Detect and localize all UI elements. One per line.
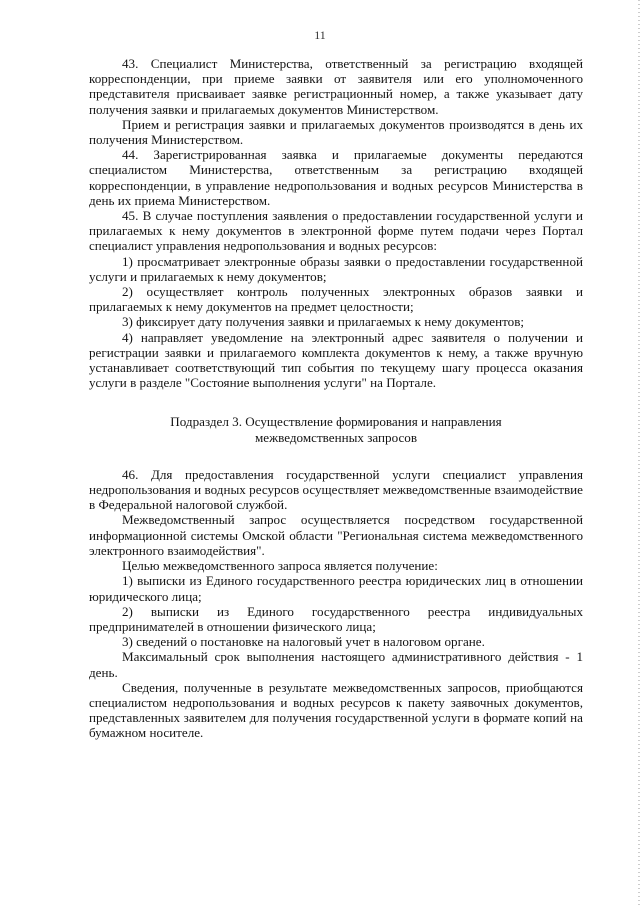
paragraph-max-term: Максимальный срок выполнения настоящего административного действия - 1 день. <box>89 649 583 680</box>
paragraph-request-goal: Целью межведомственного запроса является получение: <box>122 558 438 574</box>
list-item-45-4: 4) направляет уведомление на электронный адрес заявителя о получении и регистрации заявки и прилагаемого комплекта документов к нему, а также вручную устанавливает соответствующий тип события по текущему шагу процесса оказания услуги в разделе "Состояние выполнения услуги" на Портале. <box>89 329 583 391</box>
list-item-45-1: 1) просматривает электронные образы заявки о предоставлении государственной услуги и прилагаемых к нему документов; <box>89 253 583 284</box>
paragraph-44: 44. Зарегистрированная заявка и прилагаемые документы передаются специалистом Министерства, ответственным за регистрацию входящей корреспонденции, в управление недропользования и водных ресурсов Министерства в день их приема Министерством. <box>89 147 583 208</box>
list-item-45-3: 3) фиксирует дату получения заявки и прилагаемых к нему документов; <box>122 314 525 330</box>
page-number: 11 <box>314 28 326 42</box>
paragraph-45: 45. В случае поступления заявления о предоставлении государственной услуги и прилагаемых к нему документов в электронной форме путем подачи через Портал специалист управления недропользования и водных ресурсов: <box>89 208 583 254</box>
list-item-45-2: 2) осуществляет контроль полученных электронных образов заявки и прилагаемых к нему документов на предмет целостности; <box>89 284 583 315</box>
paragraph-attached-info: Сведения, полученные в результате межведомственных запросов, приобщаются специалистом недропользования и водных ресурсов к пакету заявочных документов, представленных заявителем для получения государственной услуги в формате копий на бумажном носителе. <box>89 679 583 741</box>
list-item-46-2: 2) выписки из Единого государственного реестра индивидуальных предпринимателей в отношении физического лица; <box>89 603 583 634</box>
document-body <box>89 56 583 741</box>
subsection-title: Подраздел 3. Осуществление формирования и направления межведомственных запросов <box>170 414 502 445</box>
list-item-46-3: 3) сведений о постановке на налоговый учет в налоговом органе. <box>122 634 485 650</box>
paragraph-46: 46. Для предоставления государственной услуги специалист управления недропользования и водных ресурсов осуществляет межведомственные взаимодействие в Федеральной налоговой службой. <box>89 466 583 513</box>
paragraph-43: 43. Специалист Министерства, ответственный за регистрацию входящей корреспонденции, при приеме заявки от заявителя или его уполномоченного представителя присваивает заявке регистрационный номер, а также указывает дату получения заявки и прилагаемых документов Министерством. <box>89 56 583 117</box>
list-item-46-1: 1) выписки из Единого государственного реестра юридических лиц в отношении юридического лица; <box>89 573 583 604</box>
paragraph-interagency-request: Межведомственный запрос осуществляется посредством государственной информационной системы Омской области "Региональная система межведомственного электронного взаимодействия". <box>89 512 583 558</box>
paragraph-reception: Прием и регистрация заявки и прилагаемых документов производятся в день их получения Министерством. <box>89 116 583 148</box>
